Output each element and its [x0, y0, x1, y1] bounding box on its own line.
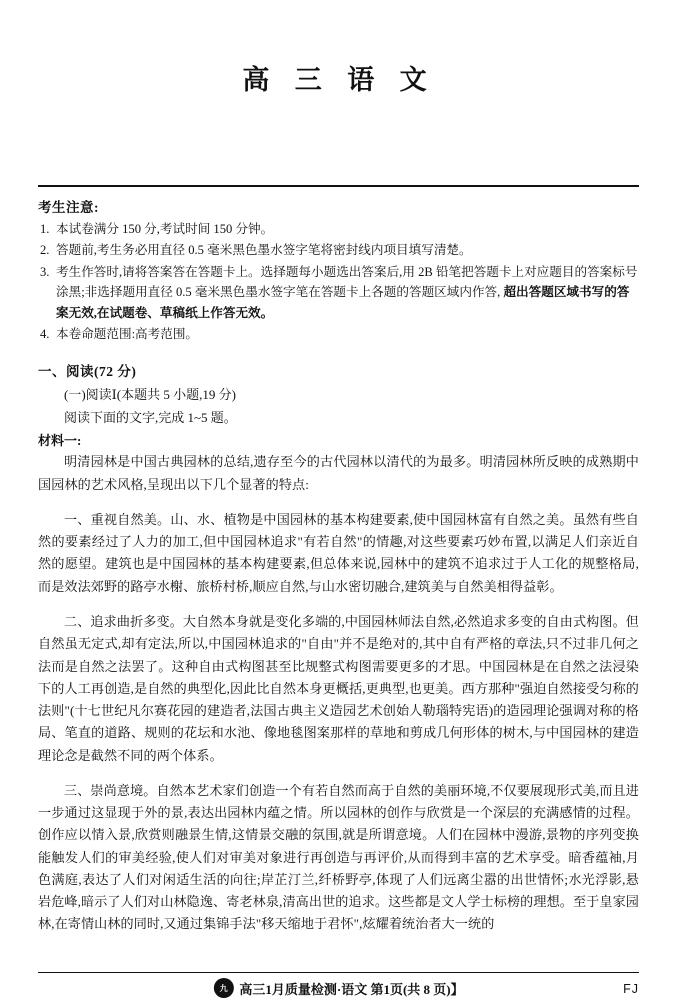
section-heading-reading: 一、阅读(72 分) — [38, 364, 137, 380]
notice-heading: 考生注意: — [38, 200, 99, 215]
notice-item-text: 答题前,考生务必用直径 0.5 毫米黑色墨水签字笔将密封线内项目填写清楚。 — [56, 243, 472, 258]
notice-list — [38, 219, 639, 344]
body-paragraph: 一、重视自然美。山、水、植物是中国园林的基本构建要素,使中国园林富有自然之美。虽然有些自然的要素经过了人力的加工,但中国园林追求"有若自然"的情趣,对这些要素巧妙布置,以满足人们亲近自然的愿望。建筑也是中国园林的基本构建要素,但总体来说,园林中的建筑不追求过于人工化的规整格局,而是效法郊野的路亭水榭、旅桥村桥,顺应自然,与山水密切融合,建筑美与自然美相得益彰。 — [38, 511, 639, 594]
exam-paper-page — [0, 58, 677, 1007]
notice-item-number: 3. — [40, 264, 50, 279]
notice-item — [38, 240, 639, 260]
notice-item — [38, 262, 639, 323]
footer-region-code: FJ — [623, 982, 639, 996]
notice-item-number: 2. — [40, 243, 50, 258]
title-divider — [38, 185, 639, 187]
notice-item — [38, 324, 639, 344]
page-title: 高 三 语 文 — [242, 65, 435, 96]
body-paragraph: 二、追求曲折多变。大自然本身就是变化多端的,中国园林师法自然,必然追求多变的自由式构图。但自然虽无定式,却有定法,所以,中国园林追求的"自由"并不是绝对的,其中自有严格的章法,只不过非几何之法而是自然之法罢了。这种自由式构图甚至比规整式构图需要更多的才思。中国园林是在自然之法浸染下的人工再创造,是自然的典型化,因此比自然本身更概括,更典型,也更美。西方那种"强迫自然接受匀称的法则"(十七世纪凡尔赛花园的建造者,法国古典主义造园艺术创始人勒瑙特宪语)的造园理论强调对称的格局、笔直的道路、规则的花坛和水池、像地毯图案那样的草地和剪成几何形体的树木,与中国园林的建造理论念是截然不同的两个体系。 — [38, 614, 639, 763]
notice-item-text: 本卷命题范围:高考范围。 — [56, 326, 199, 341]
footer-page-info: 高三1月质量检测·语文 第1页(共 8 页)】 — [239, 981, 464, 997]
footer-center-group — [213, 978, 463, 998]
page-footer — [0, 971, 677, 1001]
material-label: 材料一: — [38, 433, 82, 449]
body-paragraph: 三、崇尚意境。自然本艺术家们创造一个有若自然而高于自然的美丽环境,不仅要展现形式美,而且进一步通过这显现于外的景,表达出园林内蕴之情。所以园林的创作与欣赏是一个深层的充满感情的过程。创作应以情入景,欣赏则融景生情,这情景交融的氛围,就是所谓意境。人们在园林中漫游,景物的序列变换能触发人们的审美经验,使人们对审美对象进行再创造与再评价,从而得到丰富的艺术享受。暗香蕴袖,月色满庭,表达了人们对闲适生活的向往;岸芷汀兰,纤桥野亭,体现了人们远离尘嚣的出世情怀;水光浮影,悬岩危峰,暗示了人们对山林隐逸、寄老林泉,清高出世的追求。这些都是文人学士标榜的理想。至于皇家园林,在寄情山林的同时,又通过集锦手法"移天缩地于君怀",炫耀着统治者大一统的 — [38, 782, 639, 932]
notice-item-number: 1. — [40, 222, 50, 236]
subsection-heading: (一)阅读Ⅰ(本题共 5 小题,19 分) — [64, 387, 236, 403]
body-paragraph: 明清园林是中国古典园林的总结,遗存至今的古代园林以清代的为最多。明清园林所反映的成熟期中国园林的艺术风格,呈现出以下几个显著的特点: — [38, 454, 639, 492]
notice-item-number: 4. — [40, 326, 50, 341]
notice-item — [38, 219, 639, 239]
notice-item-text: 本试卷满分 150 分,考试时间 150 分钟。 — [56, 222, 274, 236]
subsection-instruction: 阅读下面的文字,完成 1~5 题。 — [64, 410, 237, 426]
publisher-logo-icon: 九 — [213, 978, 233, 998]
notice-item-text: 考生作答时,请将答案答在答题卡上。选择题每小题选出答案后,用 2B 铅笔把答题卡上对应题目的答案标号涂黑;非选择题用直径 0.5 毫米黑色墨水签字笔在答题卡上各题的答题区域内作答, — [56, 264, 638, 300]
notice-item-emphasis: 超出答题区域书写的答案无效,在试题卷、草稿纸上作答无效。 — [56, 285, 630, 320]
